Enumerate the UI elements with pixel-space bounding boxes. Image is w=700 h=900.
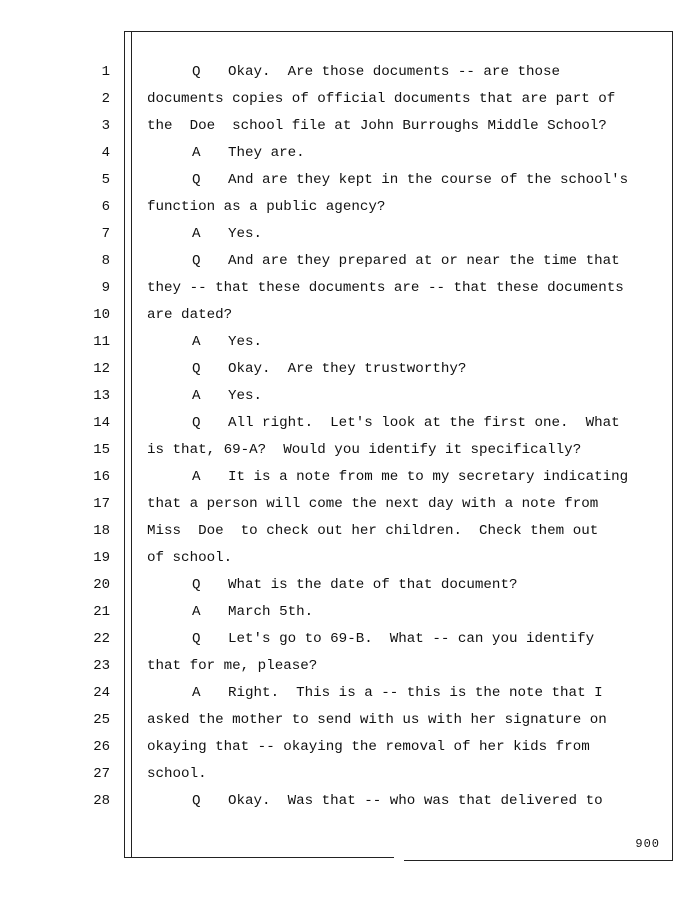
transcript-line	[147, 113, 657, 140]
speaker-label: A	[192, 685, 201, 701]
frame-inner-left-border	[131, 31, 132, 858]
speaker-label: A	[192, 226, 201, 242]
line-text: Miss Doe to check out her children. Check them out	[147, 523, 599, 539]
line-text: documents copies of official documents that are part of	[147, 91, 616, 107]
line-number: 27	[93, 766, 110, 782]
speaker-label: A	[192, 604, 201, 620]
line-number: 21	[93, 604, 110, 620]
speaker-label: Q	[192, 64, 201, 80]
line-number: 15	[93, 442, 110, 458]
line-number-column	[70, 59, 110, 815]
line-text: Yes.	[228, 226, 263, 242]
line-number: 26	[93, 739, 110, 755]
transcript-line	[147, 464, 657, 491]
transcript-line	[147, 86, 657, 113]
line-number: 25	[93, 712, 110, 728]
transcript-line	[147, 761, 657, 788]
transcript-line	[147, 680, 657, 707]
transcript-line	[147, 302, 657, 329]
line-number: 16	[93, 469, 110, 485]
line-text: They are.	[228, 145, 305, 161]
frame-left-border	[124, 31, 125, 858]
line-number: 7	[101, 226, 110, 242]
transcript-line	[147, 707, 657, 734]
transcript-line	[147, 248, 657, 275]
line-number: 22	[93, 631, 110, 647]
line-number: 18	[93, 523, 110, 539]
line-text: they -- that these documents are -- that these documents	[147, 280, 624, 296]
transcript-line	[147, 59, 657, 86]
line-number: 3	[101, 118, 110, 134]
line-text: asked the mother to send with us with her signature on	[147, 712, 607, 728]
line-text: Okay. Are they trustworthy?	[228, 361, 467, 377]
line-text: March 5th.	[228, 604, 314, 620]
transcript-line	[147, 329, 657, 356]
transcript-line	[147, 437, 657, 464]
transcript-line	[147, 221, 657, 248]
line-number: 9	[101, 280, 110, 296]
line-text: Yes.	[228, 334, 263, 350]
speaker-label: A	[192, 334, 201, 350]
speaker-label: Q	[192, 172, 201, 188]
speaker-label: A	[192, 388, 201, 404]
line-number: 14	[93, 415, 110, 431]
transcript-line	[147, 572, 657, 599]
line-number: 13	[93, 388, 110, 404]
transcript-line	[147, 275, 657, 302]
transcript-line	[147, 140, 657, 167]
transcript-line	[147, 599, 657, 626]
frame-right-border	[672, 31, 673, 861]
line-number: 23	[93, 658, 110, 674]
line-text: function as a public agency?	[147, 199, 386, 215]
line-number: 28	[93, 793, 110, 809]
page-number: 900	[635, 837, 660, 851]
speaker-label: Q	[192, 361, 201, 377]
transcript-line	[147, 356, 657, 383]
speaker-label: A	[192, 469, 201, 485]
line-number: 8	[101, 253, 110, 269]
transcript-line	[147, 788, 657, 815]
line-text: okaying that -- okaying the removal of her kids from	[147, 739, 590, 755]
line-number: 17	[93, 496, 110, 512]
line-number: 12	[93, 361, 110, 377]
line-number: 11	[93, 334, 110, 350]
speaker-label: Q	[192, 631, 201, 647]
line-text: that a person will come the next day with a note from	[147, 496, 599, 512]
transcript-line	[147, 653, 657, 680]
line-text: What is the date of that document?	[228, 577, 518, 593]
transcript-line	[147, 491, 657, 518]
line-number: 4	[101, 145, 110, 161]
transcript-line	[147, 410, 657, 437]
frame-top-border	[124, 31, 672, 32]
speaker-label: Q	[192, 577, 201, 593]
line-number: 19	[93, 550, 110, 566]
transcript-line	[147, 545, 657, 572]
speaker-label: Q	[192, 793, 201, 809]
line-number: 1	[101, 64, 110, 80]
transcript-line	[147, 194, 657, 221]
transcript-line	[147, 518, 657, 545]
line-text: Okay. Was that -- who was that delivered to	[228, 793, 603, 809]
line-number: 20	[93, 577, 110, 593]
line-number: 5	[101, 172, 110, 188]
line-text: And are they kept in the course of the school's	[228, 172, 629, 188]
line-text: are dated?	[147, 307, 233, 323]
line-number: 10	[93, 307, 110, 323]
transcript-line	[147, 626, 657, 653]
line-text: It is a note from me to my secretary indicating	[228, 469, 629, 485]
transcript-text	[147, 59, 657, 815]
line-text: school.	[147, 766, 207, 782]
transcript-line	[147, 167, 657, 194]
speaker-label: Q	[192, 415, 201, 431]
speaker-label: A	[192, 145, 201, 161]
line-text: the Doe school file at John Burroughs Middle School?	[147, 118, 607, 134]
transcript-line	[147, 383, 657, 410]
line-text: is that, 69-A? Would you identify it specifically?	[147, 442, 582, 458]
line-text: Okay. Are those documents -- are those	[228, 64, 561, 80]
frame-bottom-border-right	[404, 860, 672, 861]
line-number: 2	[101, 91, 110, 107]
line-number: 24	[93, 685, 110, 701]
line-text: All right. Let's look at the first one. What	[228, 415, 620, 431]
line-text: Yes.	[228, 388, 263, 404]
line-text: And are they prepared at or near the time that	[228, 253, 620, 269]
line-text: Let's go to 69-B. What -- can you identify	[228, 631, 595, 647]
line-text: of school.	[147, 550, 233, 566]
line-text: Right. This is a -- this is the note that I	[228, 685, 603, 701]
transcript-line	[147, 734, 657, 761]
line-number: 6	[101, 199, 110, 215]
frame-bottom-border-left	[124, 857, 394, 858]
line-text: that for me, please?	[147, 658, 318, 674]
speaker-label: Q	[192, 253, 201, 269]
